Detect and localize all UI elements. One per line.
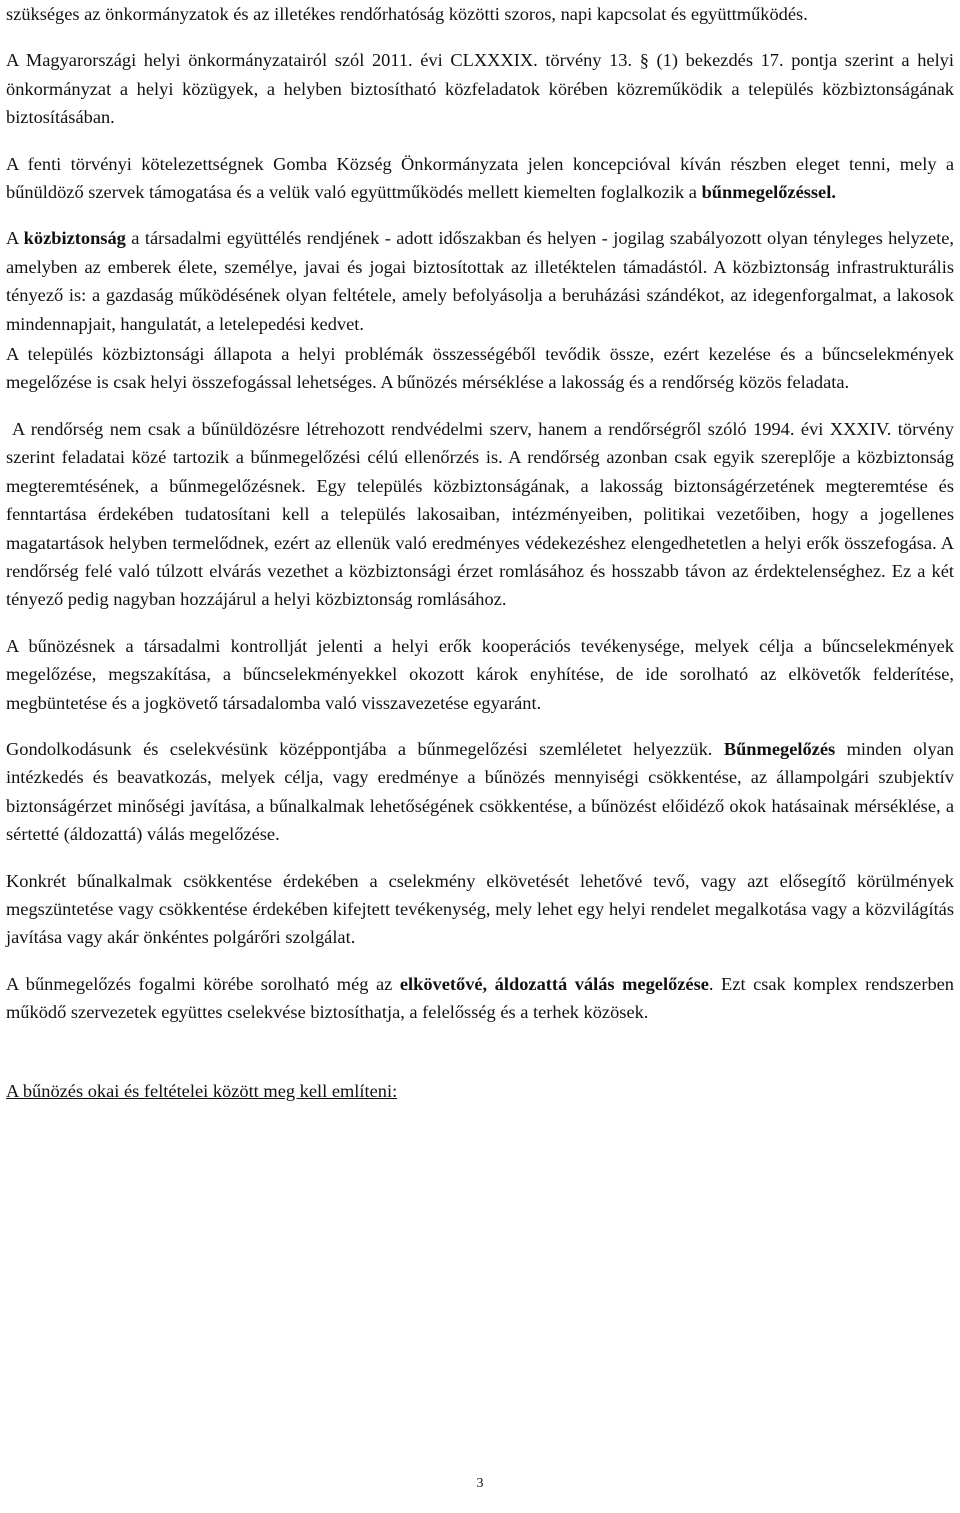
page-number: 3 — [476, 1476, 484, 1491]
paragraph-social-control — [6, 632, 954, 717]
bold-prevention-term: Bűnmegelőzés — [723, 738, 836, 759]
paragraph-text: Konkrét bűnalkalmak csökkentése érdekében a cselekmény elkövetését lehetővé tevő, vagy azt elősegítő körülmények megszüntetése vagy csökkentése érdekében kifejtett tevékenység, mely lehet egy helyi rendelet megalkotása vagy a közvilágítás javítása vagy akár önkéntes polgárőri szolgálat. — [6, 870, 954, 948]
paragraph-text: A bűnözésnek a társadalmi kontrollját jelenti a helyi erők kooperációs tevékenysége, melyek célja a bűncselekmények megelőzése, megszakítása, a bűncselekményekkel okozott károk enyhítése, de ide sorolható az elkövetők felderítése, megbüntetése és a jogkövető társadalomba való visszavezetése egyaránt. — [6, 635, 954, 713]
bold-victim-prevention: elkövetővé, áldozattá válás megelőzése — [399, 973, 709, 994]
underlined-heading: A bűnözés okai és feltételei között meg kell említeni: — [6, 1080, 398, 1101]
paragraph-text-cont: . Ezt csak komplex rendszerben működő szervezetek együttes cselekvése biztosíthatja, a felelősség és a terhek közösek. — [6, 973, 955, 1023]
paragraph-text: A Magyarországi helyi önkormányzatairól szól 2011. évi CLXXXIX. törvény 13. § (1) bekezdés 17. pontja szerint a helyi önkormányzat a helyi közügyek, a helyben biztosítható közfeladatok körében közreműködik a település közbiztonságának biztosításában. — [6, 50, 954, 128]
paragraph-law-reference — [6, 46, 954, 131]
paragraph-text: szükséges az önkormányzatok és az illetékes rendőrhatóság közötti szoros, napi kapcsolat és együttműködés. — [6, 4, 808, 24]
document-page — [6, 0, 954, 1105]
paragraph-text-cont: minden olyan intézkedés és beavatkozás, melyek célja, vagy eredménye a bűnözés mennyiségi csökkentése, az állampolgári szubjektív biztonságérzet minőségi javítása, a bűnalkalmak lehetőségének csökkentése, a bűnözést előidéző okok hatásainak mérséklése, a sértetté (áldozattá) válás megelőzése. — [6, 738, 954, 845]
paragraph-text: a társadalmi együttélés rendjének - adott időszakban és helyen - jogilag szabályozott olyan tényleges helyzete, amelyben az emberek élete, személye, javai és jogai biztosítottak az illetéktelen támadástól. A közbiztonság infrastrukturális tényező is: a gazdaság működésének olyan feltétele, amely befolyásolja a beruházási szándékot, az idegenforgalmat, a lakosok mindennapjait, hangulatát, a letelepedési kedvet. — [6, 228, 954, 334]
bold-period: . — [831, 182, 836, 203]
paragraph-police-role — [6, 415, 954, 614]
paragraph-prevention-definition — [6, 735, 954, 849]
paragraph-obligation — [6, 150, 954, 207]
paragraph-prefix: A — [6, 228, 24, 249]
section-heading-crime-causes — [6, 1077, 954, 1105]
paragraph-victim-prevention — [6, 970, 954, 1027]
paragraph-text: A rendőrség nem csak a bűnüldözésre létrehozott rendvédelmi szerv, hanem a rendőrségről szóló 1994. évi XXXIV. törvény szerint feladatai közé tartozik a bűnmegelőzési célú ellenőrzés is. A rendőrség azonban csak egyik szereplője a közbiztonság megteremtésének, a bűnmegelőzésnek. Egy település közbiztonságának, a lakosság biztonságérzetének megteremtése és fenntartása érdekében tudatosítani kell a település lakosaiban, intézményeiben, politikai vezetőiben, hogy a jogellenes magatartások helyben termelődnek, ezért az ellenük való eredményes védekezéshez elengedhetetlen a helyi erők összefogása. A rendőrség felé való túlzott elvárás vezethet a közbiztonsági érzet romlásához és hosszabb távon az érdektelenséghez. Ez a két tényező pedig nagyban hozzájárul a helyi közbiztonság romlásához. — [6, 418, 954, 610]
paragraph-crime-opportunities — [6, 867, 954, 952]
paragraph-text: Gondolkodásunk és cselekvésünk középpontjába a bűnmegelőzési szemléletet helyezzük. — [6, 738, 724, 759]
bold-crime-prevention: bűnmegelőzéssel — [701, 182, 832, 203]
paragraph-text: A település közbiztonsági állapota a helyi problémák összességéből tevődik össze, ezért kezelése és a bűncselekmények megelőzése is csak helyi összefogással lehetséges. A bűnözés mérséklése a lakosság és a rendőrség közös feladata. — [6, 344, 954, 393]
paragraph-text: A bűnmegelőzés fogalmi körébe sorolható még az — [6, 973, 400, 994]
paragraph-cooperation — [6, 0, 954, 28]
paragraph-local-safety-state — [6, 340, 954, 397]
bold-public-safety: közbiztonság — [23, 228, 126, 249]
paragraph-text: A fenti törvényi kötelezettségnek Gomba Község Önkormányzata jelen koncepcióval kíván részben eleget tenni, mely a bűnüldöző szervek támogatása és a velük való együttműködés mellett kiemelten foglalkozik a — [6, 153, 954, 203]
paragraph-public-safety-definition — [6, 224, 954, 338]
